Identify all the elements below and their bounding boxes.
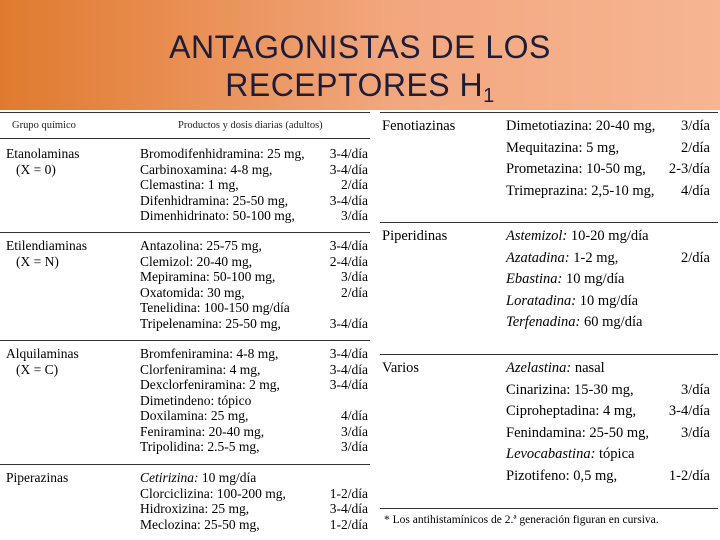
drug-dose: nasal bbox=[571, 360, 605, 376]
drug-dose: Oxatomida: 30 mg, bbox=[140, 284, 245, 300]
slide-title bbox=[0, 28, 720, 115]
drug-entry bbox=[140, 501, 249, 517]
drug-dose: Tripelenamina: 25-50 mg, bbox=[140, 315, 281, 331]
header-bottom-rule bbox=[0, 138, 370, 139]
drug-entry bbox=[506, 293, 638, 309]
title-subscript: 1 bbox=[483, 85, 495, 107]
drug-entry bbox=[140, 285, 245, 301]
drug-entry bbox=[506, 446, 634, 462]
drug-name-italic: Cetirizina: bbox=[140, 470, 199, 485]
drug-dose: Trimeprazina: 2,5-10 mg, bbox=[506, 182, 655, 199]
drug-entry bbox=[140, 486, 286, 502]
group-rule bbox=[0, 340, 370, 341]
footnote: * Los antihistamínicos de 2.ª generación figuran en cursiva. bbox=[384, 514, 659, 526]
drug-frequency: 3-4/día bbox=[329, 146, 368, 161]
drug-entry bbox=[140, 470, 256, 486]
drug-dose: 10 mg/día bbox=[198, 470, 257, 485]
drug-entry bbox=[506, 468, 617, 484]
drug-dose: 10 mg/día bbox=[562, 271, 625, 287]
drug-dose: 60 mg/día bbox=[580, 314, 643, 330]
drug-entry bbox=[506, 118, 655, 134]
drug-frequency: 3/día bbox=[341, 208, 368, 223]
drug-dose: Carbinoxamina: 4-8 mg, bbox=[140, 161, 273, 177]
drug-dose: Clorciclizina: 100-200 mg, bbox=[140, 485, 286, 501]
drug-dose: Cinarizina: 15-30 mg, bbox=[506, 381, 634, 398]
group-name: Etanolaminas bbox=[6, 146, 80, 161]
drug-entry bbox=[506, 425, 649, 441]
drug-dose: Tenelidina: 100-150 mg/día bbox=[140, 300, 290, 315]
drug-entry bbox=[140, 517, 260, 533]
drug-dose: Clorfeniramina: 4 mg, bbox=[140, 361, 261, 377]
drug-entry bbox=[140, 408, 248, 424]
drug-name-italic: Azatadina: bbox=[506, 249, 570, 266]
group-name: Piperidinas bbox=[382, 228, 448, 244]
drug-entry bbox=[140, 162, 272, 178]
drug-entry bbox=[140, 346, 278, 362]
drug-entry bbox=[140, 300, 290, 316]
drug-name-italic: Azelastina: bbox=[506, 360, 572, 376]
group-rule bbox=[380, 354, 718, 355]
drug-frequency: 3-4/día bbox=[329, 377, 368, 392]
drug-frequency: 3/día bbox=[341, 423, 368, 439]
drug-dose: Dimenhidrinato: 50-100 mg, bbox=[140, 208, 295, 223]
drug-dose: Dexclorfeniramina: 2 mg, bbox=[140, 377, 280, 392]
drug-frequency: 3/día bbox=[341, 439, 368, 454]
group-name: Fenotiazinas bbox=[382, 118, 456, 134]
drug-frequency: 3-4/día bbox=[329, 346, 368, 361]
drug-frequency: 3-4/día bbox=[329, 315, 368, 331]
drug-frequency: 3-4/día bbox=[329, 501, 368, 516]
drug-entry bbox=[140, 377, 280, 393]
group-subtitle: (X = 0) bbox=[16, 162, 56, 177]
group-name: Etilendiaminas bbox=[6, 238, 87, 253]
drug-entry bbox=[140, 193, 288, 209]
drug-frequency: 3-4/día bbox=[329, 238, 368, 253]
drug-dose: tópica bbox=[595, 446, 635, 462]
drug-entry bbox=[506, 183, 654, 199]
drug-entry bbox=[140, 424, 264, 440]
drug-dose: Antazolina: 25-75 mg, bbox=[140, 238, 262, 253]
drug-frequency: 4/día bbox=[341, 408, 368, 423]
drug-dose: Tripolidina: 2.5-5 mg, bbox=[140, 439, 260, 454]
drug-frequency: 2/día bbox=[341, 177, 368, 192]
drug-entry bbox=[506, 161, 646, 177]
group-rule bbox=[0, 232, 370, 233]
drug-name-italic: Astemizol: bbox=[506, 228, 568, 244]
title-line1: ANTAGONISTAS DE LOS bbox=[169, 29, 551, 65]
drug-dose: Hidroxizina: 25 mg, bbox=[140, 501, 250, 516]
drug-entry bbox=[140, 439, 260, 455]
group-name: Alquilaminas bbox=[6, 346, 79, 361]
drug-dose: 10 mg/día bbox=[576, 292, 639, 309]
drug-dose: Clemastina: 1 mg, bbox=[140, 177, 239, 192]
drug-entry bbox=[140, 238, 262, 254]
drug-frequency: 3/día bbox=[341, 269, 368, 284]
footnote-rule bbox=[380, 508, 718, 509]
group-rule bbox=[380, 222, 718, 223]
drug-frequency: 3/día bbox=[681, 118, 710, 134]
drug-frequency: 1-2/día bbox=[668, 467, 710, 484]
drug-entry bbox=[140, 393, 251, 409]
drug-dose: Bromfeniramina: 4-8 mg, bbox=[140, 346, 279, 361]
drug-dose: Prometazina: 10-50 mg, bbox=[506, 161, 646, 177]
drug-frequency: 3-4/día bbox=[329, 192, 368, 208]
drug-entry bbox=[506, 382, 634, 398]
group-name: Varios bbox=[382, 360, 420, 376]
drug-dose: Mequitazina: 5 mg, bbox=[506, 139, 620, 156]
drug-name-italic: Terfenadina: bbox=[506, 314, 581, 330]
drug-dose: 1-2 mg, bbox=[569, 249, 619, 266]
drug-frequency: 2/día bbox=[341, 284, 368, 300]
drug-dose: Fenindamina: 25-50 mg, bbox=[506, 424, 649, 441]
drug-frequency: 2-4/día bbox=[329, 253, 368, 269]
drug-dose: Dimetindeno: tópico bbox=[140, 392, 252, 408]
drug-name-italic: Loratadina: bbox=[506, 292, 577, 309]
drug-dose: Difenhidramina: 25-50 mg, bbox=[140, 192, 289, 208]
drug-entry bbox=[140, 362, 260, 378]
drug-frequency: 4/día bbox=[681, 182, 710, 199]
drug-frequency: 2/día bbox=[681, 249, 710, 266]
drug-entry bbox=[506, 314, 642, 330]
group-name: Piperazinas bbox=[6, 470, 69, 485]
drug-dose: Doxilamina: 25 mg, bbox=[140, 408, 249, 423]
drug-entry bbox=[506, 250, 618, 266]
drug-name-italic: Ebastina: bbox=[506, 271, 563, 287]
drug-frequency: 3-4/día bbox=[329, 161, 368, 177]
drug-frequency: 3-4/día bbox=[329, 361, 368, 377]
drug-dose: Clemizol: 20-40 mg, bbox=[140, 253, 253, 269]
drug-entry bbox=[140, 269, 275, 285]
drug-entry bbox=[506, 403, 636, 419]
drug-entry bbox=[140, 208, 295, 224]
drug-frequency: 3/día bbox=[681, 424, 710, 441]
drug-entry bbox=[140, 146, 305, 162]
drug-frequency: 2/día bbox=[681, 139, 710, 156]
drug-entry bbox=[506, 271, 624, 287]
drug-name-italic: Levocabastina: bbox=[506, 446, 596, 462]
right-top-rule bbox=[380, 112, 718, 113]
drug-dose: 10-20 mg/día bbox=[567, 228, 649, 244]
header-products: Productos y dosis diarias (adultos) bbox=[178, 120, 323, 131]
drug-frequency: 1-2/día bbox=[329, 516, 368, 532]
drug-dose: Pizotifeno: 0,5 mg, bbox=[506, 467, 618, 484]
drug-dose: Bromodifenhidramina: 25 mg, bbox=[140, 146, 305, 161]
drug-dose: Feniramina: 20-40 mg, bbox=[140, 423, 265, 439]
drug-entry bbox=[140, 177, 239, 193]
drug-frequency: 3-4/día bbox=[668, 403, 710, 419]
group-subtitle: (X = C) bbox=[16, 362, 59, 377]
title-line2: RECEPTORES H bbox=[225, 67, 484, 103]
drug-entry bbox=[140, 316, 281, 332]
drug-entry bbox=[140, 254, 252, 270]
drug-entry bbox=[506, 140, 619, 156]
drug-dose: Meclozina: 25-50 mg, bbox=[140, 516, 260, 532]
header-group: Grupo químico bbox=[12, 120, 76, 131]
group-rule bbox=[0, 464, 370, 465]
drug-frequency: 2-3/día bbox=[668, 161, 710, 177]
drug-frequency: 3/día bbox=[681, 381, 710, 398]
drug-dose: Ciproheptadina: 4 mg, bbox=[506, 403, 637, 419]
drug-dose: Dimetotiazina: 20-40 mg, bbox=[506, 118, 656, 134]
drug-entry bbox=[506, 360, 605, 376]
drug-dose: Mepiramina: 50-100 mg, bbox=[140, 269, 276, 284]
header-top-rule bbox=[0, 112, 370, 113]
drug-entry bbox=[506, 228, 649, 244]
drug-frequency: 1-2/día bbox=[329, 485, 368, 501]
group-subtitle: (X = N) bbox=[16, 254, 59, 269]
